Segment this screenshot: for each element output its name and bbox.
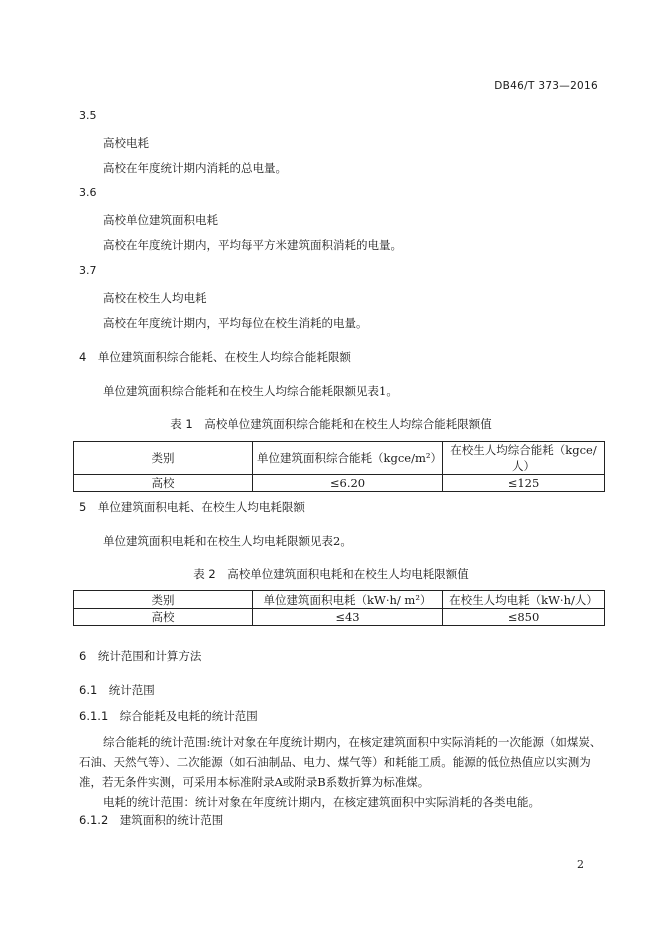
table-cell: 高校 xyxy=(74,609,253,626)
section-text: 单位建筑面积电耗和在校生人均电耗限额见表2。 xyxy=(103,534,352,548)
table-row xyxy=(74,609,605,626)
table-row xyxy=(74,475,605,492)
table-cell: 高校 xyxy=(74,475,253,492)
term-number: 3.6 xyxy=(79,186,97,199)
table-header-cell: 在校生人均综合能耗（kgce/人） xyxy=(443,442,605,475)
table-caption: 表 1 高校单位建筑面积综合能耗和在校生人均综合能耗限额值 xyxy=(170,417,492,431)
table-header-cell: 单位建筑面积综合能耗（kgce/m²） xyxy=(253,442,443,475)
table-header-cell: 类别 xyxy=(74,591,253,609)
table-cell: ≤850 xyxy=(443,609,605,626)
table-cell: ≤6.20 xyxy=(253,475,443,492)
term-number: 3.7 xyxy=(79,264,97,277)
table-header-row xyxy=(74,591,605,609)
page-number: 2 xyxy=(577,858,584,871)
term-title: 高校在校生人均电耗 xyxy=(103,291,207,305)
term-number: 3.5 xyxy=(79,109,97,122)
section-heading: 6 统计范围和计算方法 xyxy=(79,649,202,663)
section-heading: 4 单位建筑面积综合能耗、在校生人均综合能耗限额 xyxy=(79,350,351,364)
document-code: DB46/T 373—2016 xyxy=(494,80,598,92)
table-header-cell: 类别 xyxy=(74,442,253,475)
term-title: 高校电耗 xyxy=(103,136,149,150)
subsection-heading: 6.1.2 建筑面积的统计范围 xyxy=(79,813,224,827)
term-title: 高校单位建筑面积电耗 xyxy=(103,213,218,227)
term-definition: 高校在年度统计期内消耗的总电量。 xyxy=(103,161,287,175)
term-definition: 高校在年度统计期内，平均每位在校生消耗的电量。 xyxy=(103,316,368,330)
table-header-cell: 在校生人均电耗（kW·h/人） xyxy=(443,591,605,609)
limits-table-2 xyxy=(73,590,605,626)
table-caption: 表 2 高校单位建筑面积电耗和在校生人均电耗限额值 xyxy=(193,567,469,581)
table-cell: ≤43 xyxy=(253,609,443,626)
subsection-heading: 6.1 统计范围 xyxy=(79,683,155,697)
section-heading: 5 单位建筑面积电耗、在校生人均电耗限额 xyxy=(79,500,305,514)
paragraph: 综合能耗的统计范围:统计对象在年度统计期内，在核定建筑面积中实际消耗的一次能源（如煤炭、石油、天然气等）、二次能源（如石油制品、电力、煤气等）和耗能工质。能源的低位热值应以实测为准，若无条件实测，可采用本标准附录A或附录B系数折算为标准煤。 xyxy=(79,735,602,789)
paragraph: 电耗的统计范围：统计对象在年度统计期内，在核定建筑面积中实际消耗的各类电能。 xyxy=(103,795,540,809)
table-header-cell: 单位建筑面积电耗（kW·h/ m²） xyxy=(253,591,443,609)
table-header-row xyxy=(74,442,605,475)
section-text: 单位建筑面积综合能耗和在校生人均综合能耗限额见表1。 xyxy=(103,384,398,398)
table-cell: ≤125 xyxy=(443,475,605,492)
subsection-heading: 6.1.1 综合能耗及电耗的统计范围 xyxy=(79,709,258,723)
limits-table-1 xyxy=(73,441,605,492)
term-definition: 高校在年度统计期内，平均每平方米建筑面积消耗的电量。 xyxy=(103,238,402,252)
